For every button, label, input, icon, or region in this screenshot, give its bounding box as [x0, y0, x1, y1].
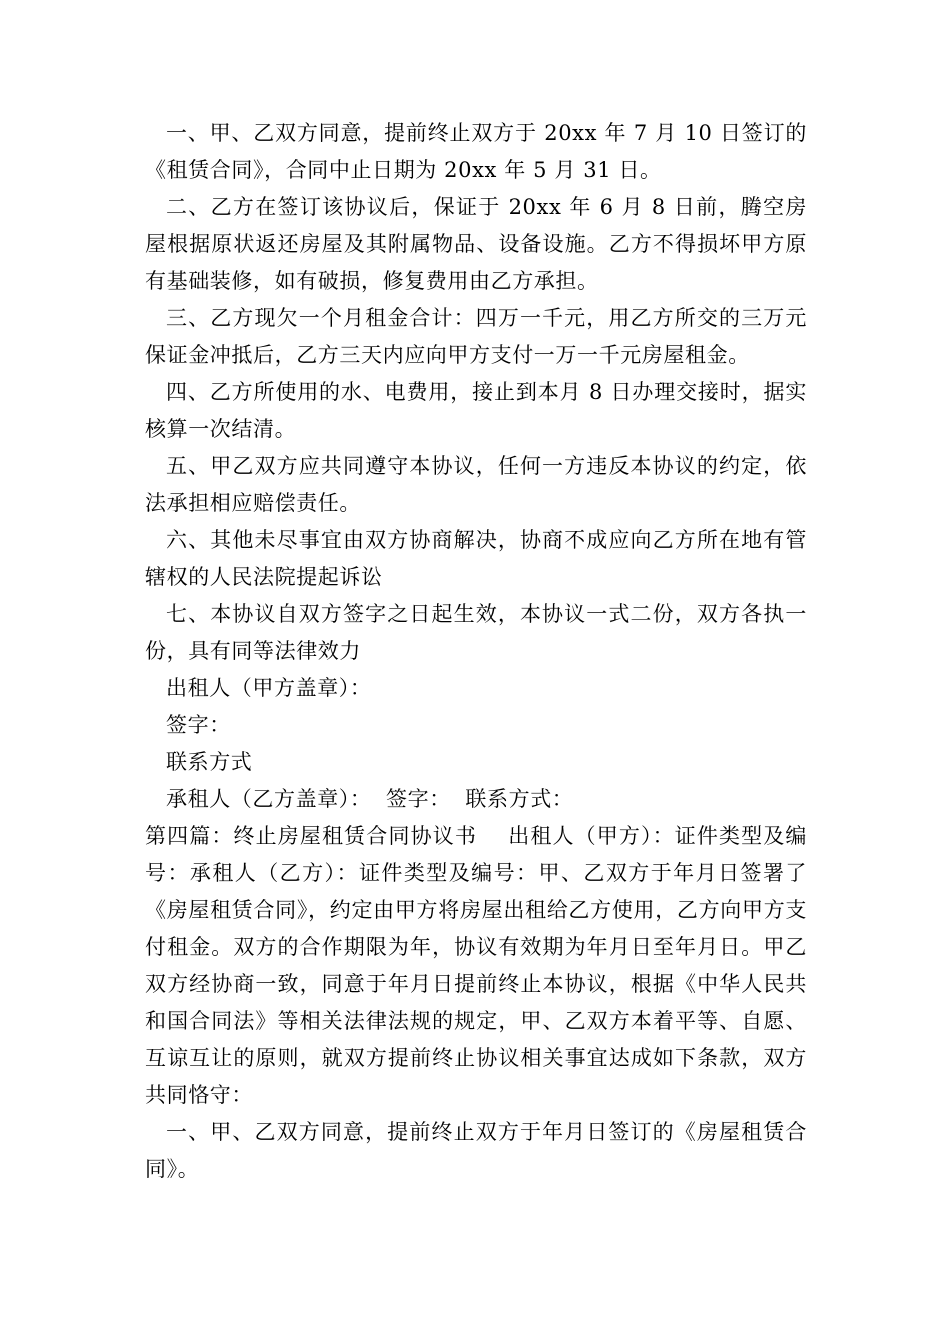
paragraph-clause-4: 四、乙方所使用的水、电费用，接止到本月 8 日办理交接时，据实核算一次结清。 — [145, 380, 807, 441]
contact-line: 联系方式 — [166, 750, 253, 774]
lessee-signature-line: 承租人（乙方盖章）： 签字： 联系方式： — [166, 787, 574, 811]
section-four-clause-1: 一、甲、乙双方同意，提前终止双方于年月日签订的《房屋租赁合同》。 — [145, 1120, 807, 1181]
document-body — [145, 115, 807, 1188]
signature-line: 签字： — [166, 713, 231, 737]
section-four-intro: 第四篇：终止房屋租赁合同协议书 出租人（甲方）：证件类型及编号：承租人（乙方）：证件类型及编号：甲、乙双方于年月日签署了《房屋租赁合同》，约定由甲方将房屋出租给乙方使用，乙方向甲方支付租金。双方的合作期限为年，协议有效期为年月日至年月日。甲乙双方经协商一致，同意于年月日提前终止本协议，根据《中华人民共和国合同法》等相关法律法规的规定，甲、乙双方本着平等、自愿、互谅互让的原则，就双方提前终止协议相关事宜达成如下条款，双方共同恪守： — [145, 824, 807, 1107]
paragraph-clause-1: 一、甲、乙双方同意，提前终止双方于 20xx 年 7 月 10 日签订的《租赁合同》，合同中止日期为 20xx 年 5 月 31 日。 — [145, 121, 807, 182]
paragraph-clause-6: 六、其他未尽事宜由双方协商解决，协商不成应向乙方所在地有管辖权的人民法院提起诉讼 — [145, 528, 807, 589]
paragraph-clause-2: 二、乙方在签订该协议后，保证于 20xx 年 6 月 8 日前，腾空房屋根据原状返还房屋及其附属物品、设备设施。乙方不得损坏甲方原有基础装修，如有破损，修复费用由乙方承担。 — [145, 195, 807, 293]
paragraph-clause-3: 三、乙方现欠一个月租金合计：四万一千元，用乙方所交的三万元保证金冲抵后，乙方三天内应向甲方支付一万一千元房屋租金。 — [145, 306, 807, 367]
paragraph-clause-7: 七、本协议自双方签字之日起生效，本协议一式二份，双方各执一份，具有同等法律效力 — [145, 602, 807, 663]
lessor-signature-line: 出租人（甲方盖章）： — [166, 676, 372, 700]
paragraph-clause-5: 五、甲乙双方应共同遵守本协议，任何一方违反本协议的约定，依法承担相应赔偿责任。 — [145, 454, 807, 515]
